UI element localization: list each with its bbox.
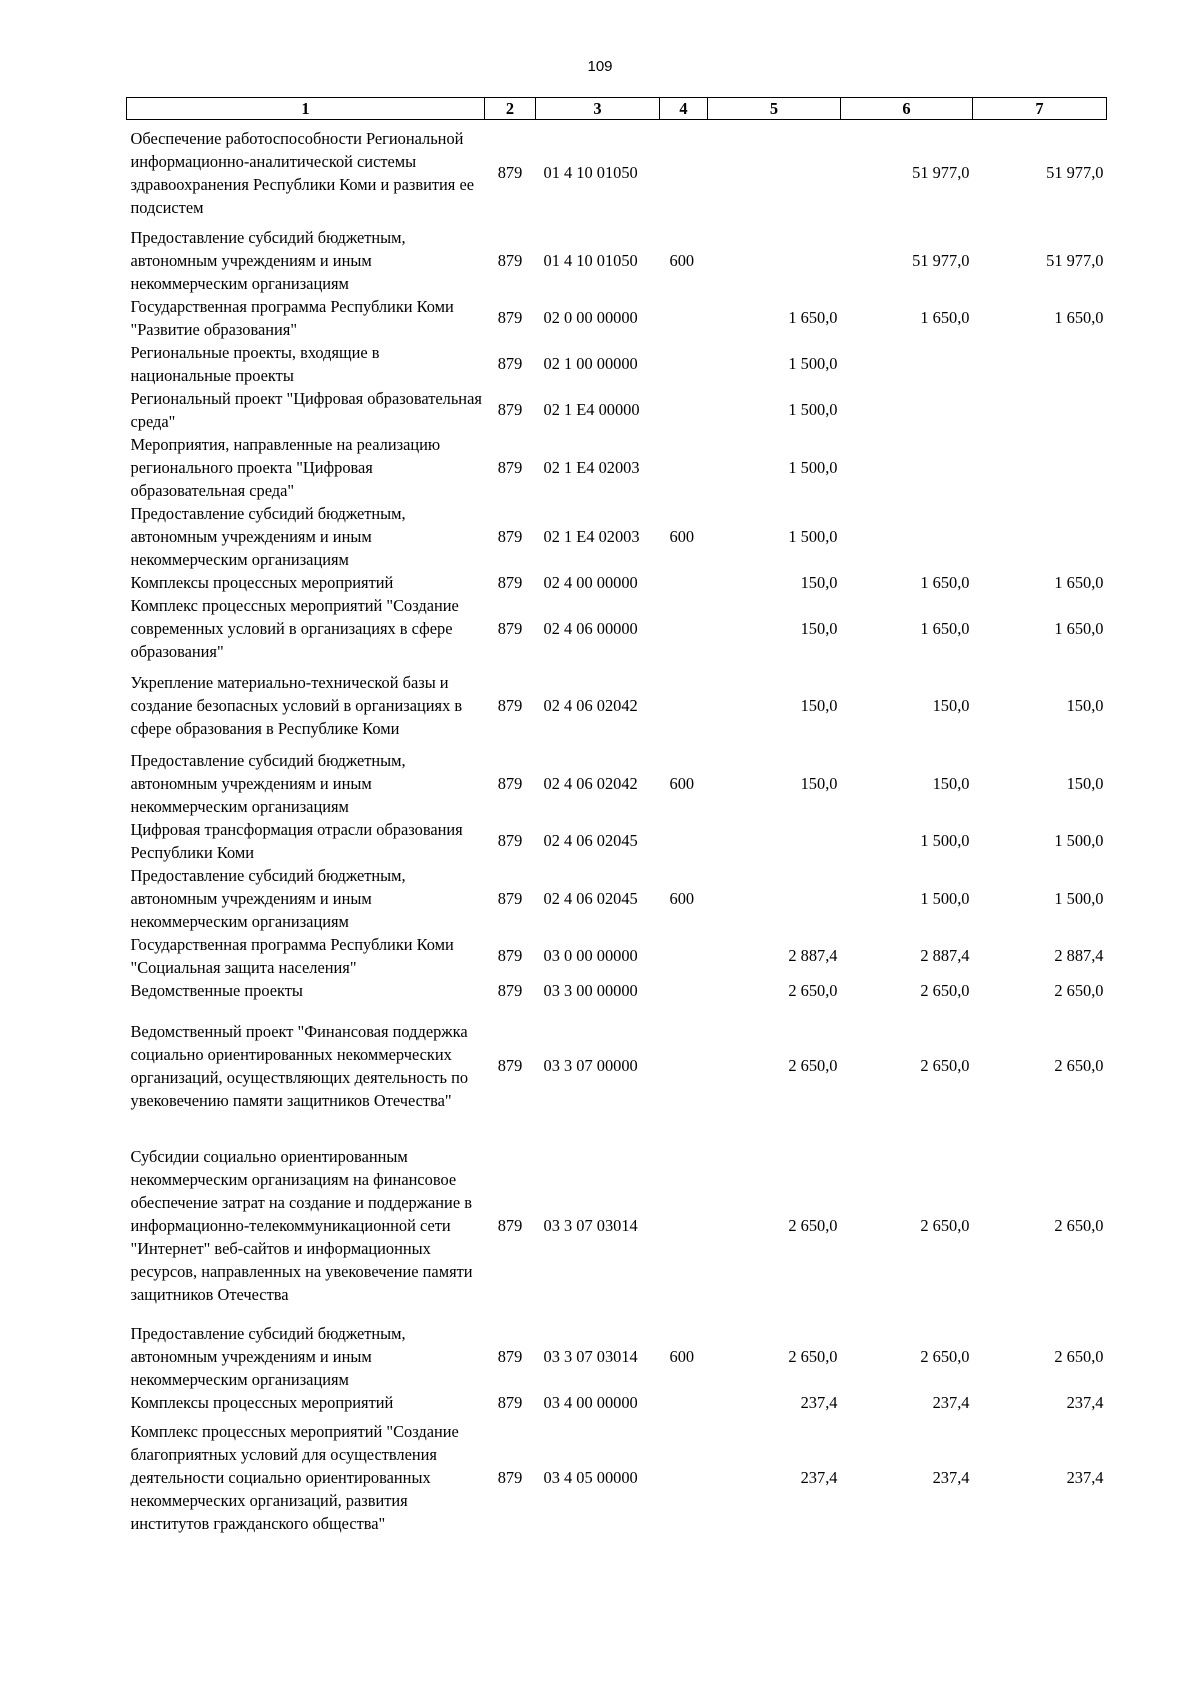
- table-row: [127, 1322, 1107, 1391]
- table-body: [127, 120, 1107, 1542]
- row-expense-type: [660, 1391, 708, 1414]
- row-amount-col7: 2 887,4: [1054, 946, 1104, 965]
- row-amount-col7: 51 977,0: [1046, 250, 1104, 270]
- row-expense-type: [660, 433, 708, 502]
- row-amount-col6: 2 887,4: [920, 946, 970, 965]
- table-row: [127, 594, 1107, 663]
- row-amount-col5: 1 500,0: [788, 457, 838, 477]
- row-amount-col7: 150,0: [1066, 773, 1104, 793]
- header-col-2: 2: [485, 98, 536, 120]
- row-grbs-code: 879: [497, 572, 523, 592]
- header-col-1: 1: [127, 98, 485, 120]
- table-row: [127, 387, 1107, 433]
- row-amount-col6: 1 500,0: [920, 888, 970, 908]
- row-grbs-code: 879: [497, 696, 523, 715]
- row-amount-col7: 2 650,0: [1054, 1056, 1104, 1075]
- row-target-article: 03 3 07 00000: [543, 1056, 638, 1075]
- table-row: [127, 979, 1107, 1002]
- row-expense-type: [660, 1414, 708, 1542]
- row-amount-col7: [973, 433, 1107, 502]
- table-row: [127, 1130, 1107, 1322]
- row-name: Государственная программа Республики Коми "Социальная защита населения": [130, 934, 454, 977]
- header-col-3: 3: [536, 98, 660, 120]
- table-row: [127, 571, 1107, 594]
- row-amount-col6: 1 650,0: [920, 618, 970, 638]
- row-amount-col7: [973, 502, 1107, 571]
- row-name: Комплексы процессных мероприятий: [130, 572, 394, 592]
- row-amount-col5: 2 650,0: [788, 1056, 838, 1075]
- row-amount-col6: [841, 433, 973, 502]
- row-amount-col6: 150,0: [932, 773, 970, 793]
- row-expense-type: [660, 571, 708, 594]
- row-name: Предоставление субсидий бюджетным, автономным учреждениям и иным некоммерческим организациям: [130, 1323, 406, 1389]
- row-expense-type: 600: [669, 250, 695, 270]
- row-amount-col6: [841, 502, 973, 571]
- row-amount-col7: 1 500,0: [1054, 831, 1104, 850]
- row-grbs-code: 879: [497, 250, 523, 270]
- row-target-article: 02 4 06 00000: [543, 618, 638, 638]
- row-expense-type: 600: [669, 773, 695, 793]
- row-name: Государственная программа Республики Коми "Развитие образования": [130, 296, 454, 339]
- table-row: [127, 226, 1107, 295]
- table-row: [127, 1414, 1107, 1542]
- row-grbs-code: 879: [497, 457, 523, 477]
- row-target-article: 03 3 00 00000: [543, 980, 638, 1000]
- row-grbs-code: 879: [497, 773, 523, 793]
- row-name: Ведомственные проекты: [130, 980, 303, 1000]
- row-amount-col5: 1 500,0: [788, 354, 838, 373]
- row-amount-col5: 1 500,0: [788, 400, 838, 419]
- table-row: [127, 864, 1107, 933]
- row-amount-col7: 1 650,0: [1054, 572, 1104, 592]
- page-number: 109: [587, 58, 613, 75]
- row-name: Комплексы процессных мероприятий: [130, 1392, 394, 1412]
- row-amount-col6: 1 500,0: [920, 831, 970, 850]
- row-amount-col6: 237,4: [932, 1392, 970, 1412]
- row-amount-col6: 237,4: [932, 1468, 970, 1487]
- row-target-article: 02 0 00 00000: [543, 308, 638, 327]
- row-target-article: 03 4 00 00000: [543, 1392, 638, 1412]
- row-expense-type: [660, 387, 708, 433]
- row-amount-col6: [841, 387, 973, 433]
- row-amount-col5: 150,0: [800, 572, 838, 592]
- row-name: Предоставление субсидий бюджетным, автономным учреждениям и иным некоммерческим организациям: [130, 750, 406, 816]
- table-row: [127, 502, 1107, 571]
- row-amount-col7: 51 977,0: [1046, 163, 1104, 183]
- row-amount-col6: 2 650,0: [920, 1346, 970, 1366]
- row-target-article: 01 4 10 01050: [543, 163, 638, 183]
- row-grbs-code: 879: [497, 980, 523, 1000]
- row-amount-col5: 2 650,0: [788, 1346, 838, 1366]
- row-target-article: 03 3 07 03014: [543, 1346, 638, 1366]
- row-grbs-code: 879: [497, 1346, 523, 1366]
- table-row: [127, 341, 1107, 387]
- row-amount-col5: 150,0: [800, 696, 838, 715]
- row-target-article: 03 0 00 00000: [543, 946, 638, 965]
- row-grbs-code: 879: [497, 163, 523, 183]
- table-row: [127, 1391, 1107, 1414]
- row-amount-col5: 237,4: [800, 1392, 838, 1412]
- row-grbs-code: 879: [497, 618, 523, 638]
- row-amount-col7: 2 650,0: [1054, 1346, 1104, 1366]
- row-expense-type: [660, 1130, 708, 1322]
- row-amount-col5: 1 650,0: [788, 308, 838, 327]
- row-name: Укрепление материально-технической базы и создание безопасных условий в организациях в сфере образования в Республике Коми: [130, 673, 463, 738]
- row-target-article: 02 1 E4 00000: [543, 400, 640, 419]
- table-row: [127, 120, 1107, 226]
- row-expense-type: [660, 933, 708, 979]
- row-grbs-code: 879: [497, 1468, 523, 1487]
- row-grbs-code: 879: [497, 1216, 523, 1235]
- row-amount-col6: 51 977,0: [912, 250, 970, 270]
- row-amount-col5: 150,0: [800, 773, 838, 793]
- row-name: Комплекс процессных мероприятий "Создание современных условий в организациях в сфере образования": [130, 595, 459, 661]
- row-grbs-code: 879: [497, 354, 523, 373]
- row-name: Субсидии социально ориентированным некоммерческим организациям на финансовое обеспечение затрат на создание и поддержание в информационно-телекоммуникационной сети "Интернет" веб-сайтов и информационных ресурсов, направленных на увековечение памяти защитников Отечества: [130, 1147, 473, 1304]
- row-amount-col7: [973, 387, 1107, 433]
- row-amount-col7: 1 650,0: [1054, 618, 1104, 638]
- row-expense-type: [660, 341, 708, 387]
- header-col-6: 6: [841, 98, 973, 120]
- row-name: Предоставление субсидий бюджетным, автономным учреждениям и иным некоммерческим организациям: [130, 503, 406, 569]
- row-name: Региональный проект "Цифровая образовательная среда": [130, 388, 482, 431]
- header-row: [127, 98, 1107, 120]
- table-row: [127, 933, 1107, 979]
- row-amount-col6: 51 977,0: [912, 163, 970, 183]
- row-amount-col7: 1 650,0: [1054, 308, 1104, 327]
- row-name: Цифровая трансформация отрасли образования Республики Коми: [130, 819, 463, 862]
- row-amount-col5: 237,4: [800, 1468, 838, 1487]
- row-target-article: 03 4 05 00000: [543, 1468, 638, 1487]
- row-target-article: 01 4 10 01050: [543, 250, 638, 270]
- row-amount-col6: 2 650,0: [920, 980, 970, 1000]
- row-target-article: 02 4 06 02042: [543, 773, 638, 793]
- budget-table: [126, 97, 1107, 1542]
- row-amount-col5: [708, 120, 841, 226]
- row-grbs-code: 879: [497, 308, 523, 327]
- row-amount-col5: [708, 864, 841, 933]
- row-name: Обеспечение работоспособности Региональной информационно-аналитической системы здравоохранения Республики Коми и развития ее подсистем: [130, 128, 474, 217]
- header-col-5: 5: [708, 98, 841, 120]
- row-expense-type: [660, 1002, 708, 1130]
- row-amount-col7: 2 650,0: [1054, 1216, 1104, 1235]
- row-name: Ведомственный проект "Финансовая поддержка социально ориентированных некоммерческих организаций, осуществляющих деятельность по увековечению памяти защитников Отечества": [130, 1021, 469, 1110]
- row-grbs-code: 879: [497, 1392, 523, 1412]
- row-amount-col5: [708, 226, 841, 295]
- row-amount-col5: 1 500,0: [788, 526, 838, 546]
- header-col-7: 7: [973, 98, 1107, 120]
- row-expense-type: [660, 594, 708, 663]
- row-target-article: 02 4 06 02045: [543, 831, 638, 850]
- row-grbs-code: 879: [497, 1056, 523, 1075]
- row-amount-col5: 2 650,0: [788, 980, 838, 1000]
- row-amount-col5: [708, 818, 841, 864]
- row-amount-col7: 237,4: [1066, 1392, 1104, 1412]
- row-expense-type: [660, 663, 708, 749]
- row-amount-col6: 2 650,0: [920, 1216, 970, 1235]
- row-target-article: 03 3 07 03014: [543, 1216, 638, 1235]
- row-amount-col5: 2 650,0: [788, 1216, 838, 1235]
- row-name: Региональные проекты, входящие в национальные проекты: [130, 342, 380, 385]
- row-amount-col5: 150,0: [800, 618, 838, 638]
- row-amount-col6: [841, 341, 973, 387]
- row-amount-col6: 150,0: [932, 696, 970, 715]
- row-name: Комплекс процессных мероприятий "Создание благоприятных условий для осуществления деятельности социально ориентированных некоммерческих организаций, развития институтов гражданского общества": [130, 1422, 459, 1533]
- table-row: [127, 818, 1107, 864]
- row-expense-type: [660, 120, 708, 226]
- row-target-article: 02 4 06 02042: [543, 696, 638, 715]
- row-expense-type: 600: [669, 526, 695, 546]
- row-target-article: 02 4 06 02045: [543, 888, 638, 908]
- table-row: [127, 663, 1107, 749]
- row-amount-col6: 1 650,0: [920, 572, 970, 592]
- row-expense-type: [660, 818, 708, 864]
- row-amount-col6: 1 650,0: [920, 308, 970, 327]
- row-expense-type: [660, 295, 708, 341]
- table-row: [127, 749, 1107, 818]
- row-target-article: 02 4 00 00000: [543, 572, 638, 592]
- table-header: [127, 98, 1107, 120]
- row-amount-col7: 2 650,0: [1054, 980, 1104, 1000]
- row-grbs-code: 879: [497, 831, 523, 850]
- row-target-article: 02 1 E4 02003: [543, 457, 640, 477]
- row-grbs-code: 879: [497, 888, 523, 908]
- header-col-4: 4: [660, 98, 708, 120]
- row-expense-type: 600: [669, 888, 695, 908]
- table-row: [127, 295, 1107, 341]
- row-name: Мероприятия, направленные на реализацию регионального проекта "Цифровая образовательная среда": [130, 434, 441, 500]
- row-amount-col7: 1 500,0: [1054, 888, 1104, 908]
- row-target-article: 02 1 E4 02003: [543, 526, 640, 546]
- row-grbs-code: 879: [497, 946, 523, 965]
- row-amount-col5: 2 887,4: [788, 946, 838, 965]
- row-grbs-code: 879: [497, 526, 523, 546]
- row-amount-col6: 2 650,0: [920, 1056, 970, 1075]
- row-amount-col7: 237,4: [1066, 1468, 1104, 1487]
- row-expense-type: [660, 979, 708, 1002]
- row-amount-col7: [973, 341, 1107, 387]
- row-target-article: 02 1 00 00000: [543, 354, 638, 373]
- table-row: [127, 433, 1107, 502]
- row-amount-col7: 150,0: [1066, 696, 1104, 715]
- row-name: Предоставление субсидий бюджетным, автономным учреждениям и иным некоммерческим организациям: [130, 865, 406, 931]
- table-row: [127, 1002, 1107, 1130]
- row-expense-type: 600: [669, 1346, 695, 1366]
- row-grbs-code: 879: [497, 400, 523, 419]
- row-name: Предоставление субсидий бюджетным, автономным учреждениям и иным некоммерческим организациям: [130, 227, 406, 293]
